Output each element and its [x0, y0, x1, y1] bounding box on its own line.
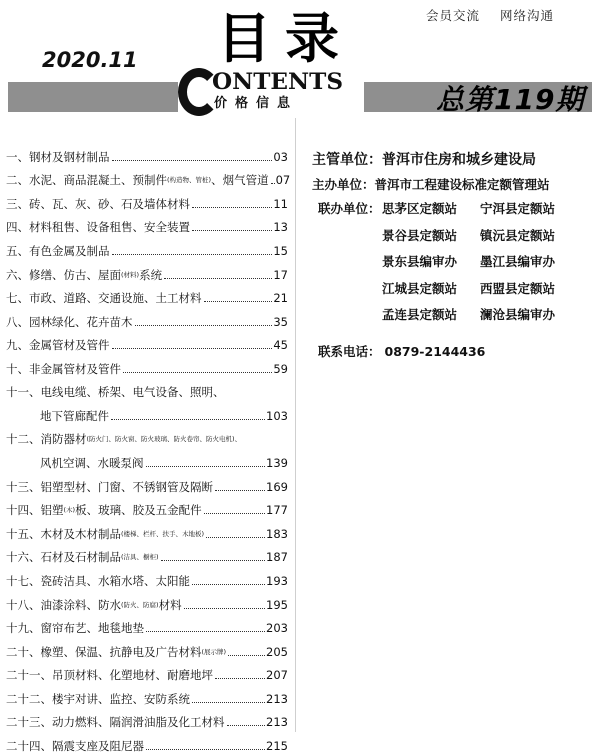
toc-entry-title-cont: 风机空调、水暖泵阀 [40, 455, 144, 470]
contents-logo-word: ONTENTS [212, 69, 344, 95]
toc-entry-title: 园林绿化、花卉苗木 [29, 314, 133, 329]
toc-entry-title: 砖、瓦、灰、砂、石及墙体材料 [29, 196, 190, 211]
toc-entry-number: 十六、 [6, 550, 41, 565]
toc-entry-number: 十、 [6, 361, 29, 376]
toc-entry-page: 21 [273, 291, 288, 306]
toc-entry-page: 13 [273, 220, 288, 235]
co-organizer-unit: 西盟县定额站 [480, 280, 556, 296]
toc-leader-dots [123, 372, 272, 373]
contents-subtitle: 价格信息 [214, 96, 299, 111]
toc-entry-title: 水泥、商品混凝土、预制件 [29, 173, 167, 188]
toc-entry-page: 183 [266, 526, 288, 541]
toc-entry-page: 203 [266, 621, 288, 636]
toc-leader-dots [146, 631, 265, 632]
toc-entry-title: 电线电缆、桥架、电气设备、照明、 [40, 385, 225, 400]
toc-entry-title: 橡塑、保温、抗静电及广告材料 [40, 644, 202, 659]
network-communication-link[interactable]: 网络沟通 [500, 8, 555, 23]
top-links [426, 6, 554, 24]
toc-entry-number: 二十一、 [6, 668, 52, 683]
toc-entry-page: 215 [266, 739, 288, 753]
toc-entry-title: 非金属管材及管件 [29, 361, 121, 376]
toc-entry-number: 二十四、 [6, 739, 52, 753]
phone-label: 联系电话： [318, 344, 381, 359]
toc-entry[interactable] [6, 423, 288, 470]
toc-entry-title: 铝塑 [40, 503, 64, 518]
toc-entry-line1 [6, 423, 288, 447]
toc-leader-dots [146, 749, 265, 750]
toc-entry[interactable] [6, 564, 288, 588]
toc-entry-page: 205 [266, 644, 288, 659]
toc-entry[interactable] [6, 187, 288, 211]
toc-entry-title: 有色金属及制品 [29, 243, 110, 258]
toc-entry[interactable] [6, 282, 288, 306]
toc-entry-page: 07 [275, 173, 291, 188]
toc-entry-page: 177 [266, 503, 288, 518]
toc-entry[interactable] [6, 659, 288, 683]
toc-leader-dots [206, 537, 265, 538]
page-title: 目录 [217, 6, 353, 70]
toc-entry-page: 169 [266, 479, 288, 494]
toc-entry-page: 59 [273, 361, 288, 376]
toc-leader-dots [112, 254, 273, 255]
toc-entry-page: 213 [266, 715, 288, 730]
toc-entry-note: (材料) [121, 270, 140, 279]
toc-entry-title: 市政、道路、交通设施、土工材料 [29, 291, 202, 306]
supervisor-value: 普洱市住房和城乡建设局 [382, 152, 536, 168]
toc-leader-dots [215, 678, 265, 679]
toc-entry-title-suffix: 材料 [158, 597, 182, 612]
toc-entry-title: 石材及石材制品 [40, 550, 121, 565]
toc-leader-dots [112, 160, 273, 161]
toc-leader-dots [192, 702, 265, 703]
toc-entry-page: 213 [266, 691, 288, 706]
toc-entry-number: 十七、 [6, 573, 41, 588]
toc-entry-page: 11 [273, 196, 288, 211]
toc-entry[interactable] [6, 541, 288, 565]
supervisor-label: 主管单位： [312, 152, 382, 168]
toc-entry-number: 九、 [6, 338, 29, 353]
toc-entry-number: 一、 [6, 149, 29, 164]
toc-entry[interactable] [6, 706, 288, 730]
co-organizer-unit: 思茅区定额站 [382, 201, 458, 216]
toc-leader-dots [228, 655, 265, 656]
toc-entry-number: 六、 [6, 267, 29, 282]
table-of-contents [6, 140, 291, 753]
toc-leader-dots [184, 608, 265, 609]
host-row [312, 172, 598, 196]
toc-entry-number: 二、 [6, 173, 29, 188]
toc-entry-number: 二十三、 [6, 715, 52, 730]
toc-leader-dots [192, 584, 265, 585]
co-organizer-unit: 镇沅县定额站 [480, 227, 556, 243]
toc-entry-note: (构造物、管桩) [167, 176, 212, 185]
toc-entry-title: 铝塑型材、门窗、不锈钢管及隔断 [40, 479, 213, 494]
co-organizer-unit: 江城县定额站 [382, 280, 458, 296]
toc-entry[interactable] [6, 470, 288, 494]
co-organizer-unit: 孟连县定额站 [382, 307, 458, 322]
toc-entry-title: 吊顶材料、化塑地材、耐磨地坪 [52, 668, 213, 683]
toc-entry-page: 03 [273, 149, 288, 164]
toc-entry-number: 七、 [6, 291, 29, 306]
co-organizer-unit: 墨江县编审办 [480, 254, 556, 269]
toc-entry-number: 二十二、 [6, 691, 52, 706]
toc-entry-number: 十二、 [6, 432, 41, 447]
toc-entry-page: 195 [266, 597, 288, 612]
toc-leader-dots [215, 490, 265, 491]
toc-entry-title: 修缮、仿古、屋面 [29, 267, 121, 282]
toc-entry-number: 十三、 [6, 479, 41, 494]
column-divider [295, 118, 296, 732]
toc-entry-page: 193 [266, 573, 288, 588]
toc-entry-page: 15 [273, 243, 288, 258]
toc-entry-title: 楼宇对讲、监控、安防系统 [52, 691, 190, 706]
toc-entry-title: 动力燃料、隔润滑油脂及化工材料 [52, 715, 225, 730]
toc-entry-number: 十五、 [6, 526, 41, 541]
toc-entry[interactable] [6, 376, 288, 423]
toc-entry-title: 隔震支座及阻尼器 [52, 739, 144, 753]
toc-entry[interactable] [6, 305, 288, 329]
toc-entry-note: (防火门、防火窗、防火玻璃、防火卷帘、防火电机)、 [86, 435, 242, 444]
toc-leader-dots [192, 207, 272, 208]
toc-entry[interactable] [6, 164, 291, 188]
toc-entry[interactable] [6, 729, 288, 753]
toc-entry-number: 十九、 [6, 621, 41, 636]
toc-entry[interactable] [6, 588, 288, 612]
toc-leader-dots [192, 230, 272, 231]
toc-entry-line2 [6, 399, 288, 423]
host-value: 普洱市工程建设标准定额管理站 [374, 177, 550, 192]
toc-leader-dots [112, 348, 273, 349]
toc-leader-dots [164, 278, 272, 279]
toc-entry-number: 四、 [6, 220, 29, 235]
toc-entry[interactable] [6, 329, 288, 353]
toc-entry[interactable] [6, 140, 288, 164]
co-organizer-unit: 澜沧县编审办 [480, 307, 556, 322]
toc-entry-title: 木材及木材制品 [40, 526, 121, 541]
issue-number: 总第119期 [436, 83, 585, 116]
toc-entry-line1 [6, 376, 288, 400]
co-organizer-unit: 景东县编审办 [382, 254, 458, 269]
toc-leader-dots [146, 466, 266, 467]
co-organizer-unit: 宁洱县定额站 [480, 201, 556, 216]
toc-entry-title: 金属管材及管件 [29, 338, 110, 353]
toc-entry-page: 45 [273, 338, 288, 353]
toc-entry-title-suffix: 板、玻璃、胶及五金配件 [75, 503, 202, 518]
toc-leader-dots [204, 513, 265, 514]
toc-entry[interactable] [6, 258, 288, 282]
toc-entry-page: 35 [273, 314, 288, 329]
toc-entry-note: (展示牌) [201, 647, 227, 656]
toc-entry[interactable] [6, 682, 288, 706]
toc-entry[interactable] [6, 234, 288, 258]
toc-entry-note: (洁具、橱柜) [121, 553, 159, 562]
toc-entry-note: (防火、防腐) [121, 600, 159, 609]
co-organizer-label: 联办单位： [318, 201, 381, 216]
host-label: 主办单位： [312, 177, 375, 192]
toc-entry-page: 139 [266, 455, 288, 470]
toc-entry[interactable] [6, 494, 288, 518]
toc-leader-dots [271, 183, 275, 184]
toc-entry-title: 窗帘布艺、地毯地垫 [40, 621, 144, 636]
co-organizer-grid [382, 196, 592, 329]
toc-leader-dots [135, 325, 273, 326]
toc-entry[interactable] [6, 211, 288, 235]
toc-entry-title-suffix: 系统 [139, 267, 163, 282]
toc-entry-title: 材料租售、设备租售、安全装置 [29, 220, 190, 235]
toc-entry[interactable] [6, 517, 288, 541]
toc-leader-dots [227, 725, 266, 726]
toc-leader-dots [111, 419, 265, 420]
organizers-block [312, 146, 598, 196]
issue-date: 2020.11 [42, 48, 138, 72]
toc-entry[interactable] [6, 635, 288, 659]
contact-phone-row [318, 342, 485, 362]
toc-entry-page: 17 [273, 267, 288, 282]
phone-number: 0879-2144436 [384, 344, 486, 359]
toc-entry-page: 103 [266, 408, 288, 423]
toc-entry-number: 十一、 [6, 385, 41, 400]
toc-entry-title-suffix: 、烟气管道 [211, 173, 269, 188]
toc-entry[interactable] [6, 612, 288, 636]
toc-entry-number: 二十、 [6, 644, 41, 659]
supervisor-row [312, 146, 598, 172]
toc-entry-note: (木) [63, 506, 76, 515]
toc-entry-number: 十八、 [6, 597, 41, 612]
toc-entry-page: 187 [266, 550, 288, 565]
toc-entry-number: 十四、 [6, 503, 41, 518]
toc-leader-dots [161, 560, 265, 561]
toc-entry[interactable] [6, 352, 288, 376]
toc-entry-number: 五、 [6, 243, 29, 258]
toc-entry-title: 钢材及钢材制品 [29, 149, 110, 164]
member-exchange-link[interactable]: 会员交流 [426, 8, 481, 23]
toc-entry-title: 消防器材 [40, 432, 87, 447]
toc-leader-dots [204, 301, 273, 302]
toc-entry-page: 207 [266, 668, 288, 683]
toc-entry-note: (楼梯、栏杆、扶手、木地板) [121, 529, 205, 538]
toc-entry-number: 八、 [6, 314, 29, 329]
toc-entry-line2 [6, 446, 288, 470]
toc-entry-number: 三、 [6, 196, 29, 211]
co-organizer-unit: 景谷县定额站 [382, 227, 458, 243]
toc-entry-title: 油漆涂料、防水 [40, 597, 121, 612]
toc-entry-title-cont: 地下管廊配件 [40, 408, 109, 423]
toc-entry-title: 瓷砖洁具、水箱水塔、太阳能 [40, 573, 190, 588]
